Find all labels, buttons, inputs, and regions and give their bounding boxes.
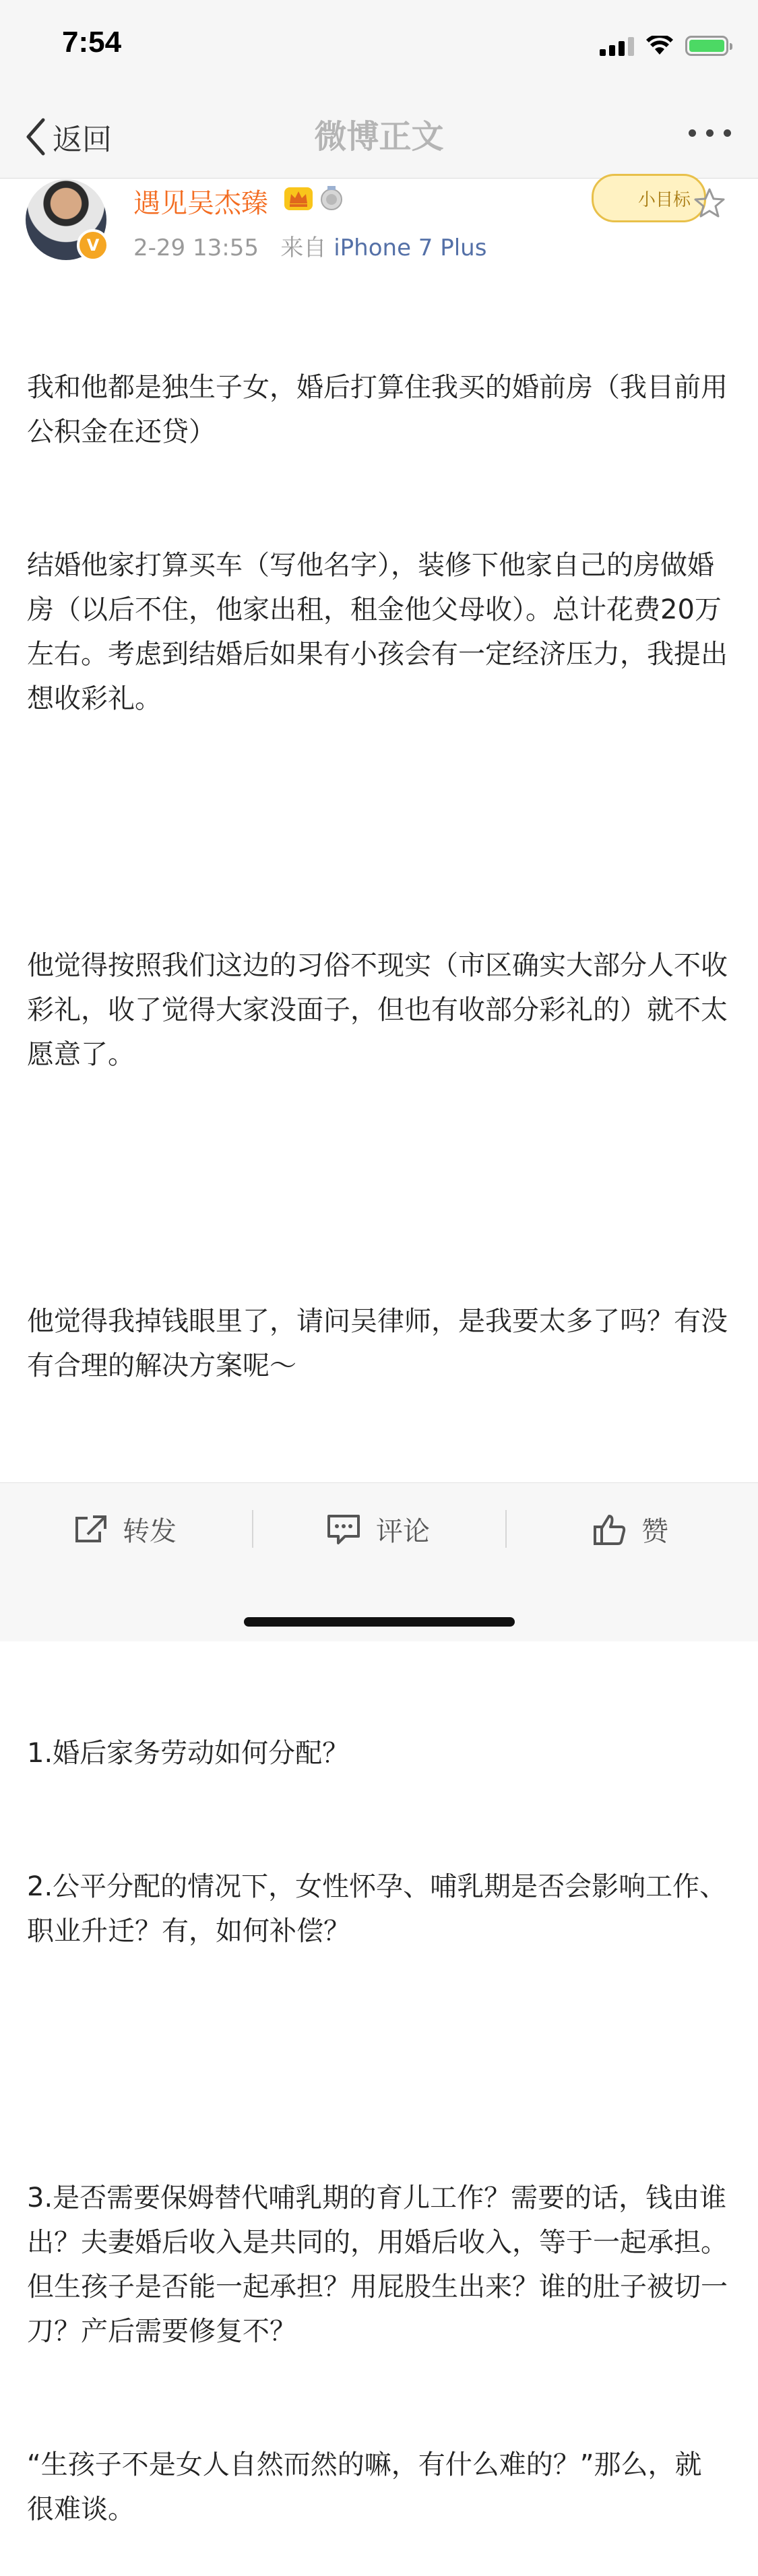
cellular-signal-icon (600, 36, 634, 56)
post-paragraph: 1.婚后家务劳动如何分配？ (27, 1738, 350, 1769)
post-paragraph: 3.是否需要保姆替代哺乳期的育儿工作？需要的话，钱由谁出？夫妻婚后收入是共同的，用婚后收入，等于一起承担。但生孩子是否能一起承担？用屁股生出来？谁的肚子被切一刀？产后需要修复不？ (27, 2182, 728, 2347)
status-time: 7:54 (62, 26, 122, 59)
sticker-badge (592, 174, 706, 222)
thumbs-up-icon (593, 1513, 627, 1546)
comment-icon (326, 1513, 361, 1546)
post-meta (133, 229, 486, 262)
more-dot-icon (689, 129, 696, 137)
post-paragraph: 我和他都是独生子女，婚后打算住我买的婚前房（我目前用公积金在还贷） (27, 372, 728, 447)
comment-button[interactable] (326, 1510, 430, 1548)
back-label: 返回 (53, 123, 112, 157)
post-paragraph: 2.公平分配的情况下，女性怀孕、哺乳期是否会影响工作、职业升迁？有，如何补偿？ (27, 1871, 727, 1947)
more-dot-icon (724, 129, 731, 137)
battery-icon (685, 36, 728, 56)
wifi-icon (646, 36, 673, 56)
username[interactable]: 遇见吴杰臻 (133, 188, 268, 219)
favorite-star-icon[interactable] (694, 187, 725, 218)
action-toolbar (0, 1482, 758, 1577)
comment-label: 评论 (376, 1516, 430, 1547)
post-paragraph: 结婚他家打算买车（写他名字），装修下他家自己的房做婚房（以后不住，他家出租，租金他父母收）。总计花费20万左右。考虑到结婚后如果有小孩会有一定经济压力，我提出想收彩礼。 (27, 550, 728, 714)
toolbar-divider (505, 1510, 507, 1548)
repost-label: 转发 (123, 1516, 177, 1547)
post-date: 2-29 13:55 (133, 234, 259, 261)
status-bar (0, 0, 758, 94)
source-link[interactable]: iPhone 7 Plus (334, 234, 487, 261)
like-label: 赞 (641, 1516, 668, 1547)
avatar[interactable] (26, 179, 106, 260)
more-options-button[interactable] (689, 129, 731, 137)
toolbar-divider (252, 1510, 253, 1548)
repost-icon (73, 1514, 108, 1545)
more-dot-icon (706, 129, 714, 137)
post-paragraph: “生孩子不是女人自然而然的嘛，有什么难的？”那么，就很难谈。 (27, 2449, 702, 2525)
post-content (27, 276, 728, 2576)
page-title: 微博正文 (314, 118, 444, 156)
like-button[interactable] (593, 1510, 668, 1548)
home-indicator[interactable] (244, 1617, 515, 1627)
repost-button[interactable] (73, 1510, 177, 1548)
post-paragraph: 他觉得我掉钱眼里了，请问吴律师，是我要太多了吗？有没有合理的解决方案呢～ (27, 1306, 728, 1381)
sticker-text: 小目标 (637, 190, 691, 210)
status-icons (600, 31, 728, 61)
source-prefix: 来自 (280, 234, 327, 261)
vip-crown-icon (283, 185, 314, 212)
navigation-bar (0, 94, 758, 179)
bottom-safe-area (0, 1577, 758, 1641)
verified-badge-icon: V (77, 229, 109, 261)
post-paragraph: 他觉得按照我们这边的习俗不现实（市区确实大部分人不收彩礼，收了觉得大家没面子，但也有收部分彩礼的）就不太愿意了。 (27, 950, 728, 1070)
medal-icon (319, 186, 344, 212)
